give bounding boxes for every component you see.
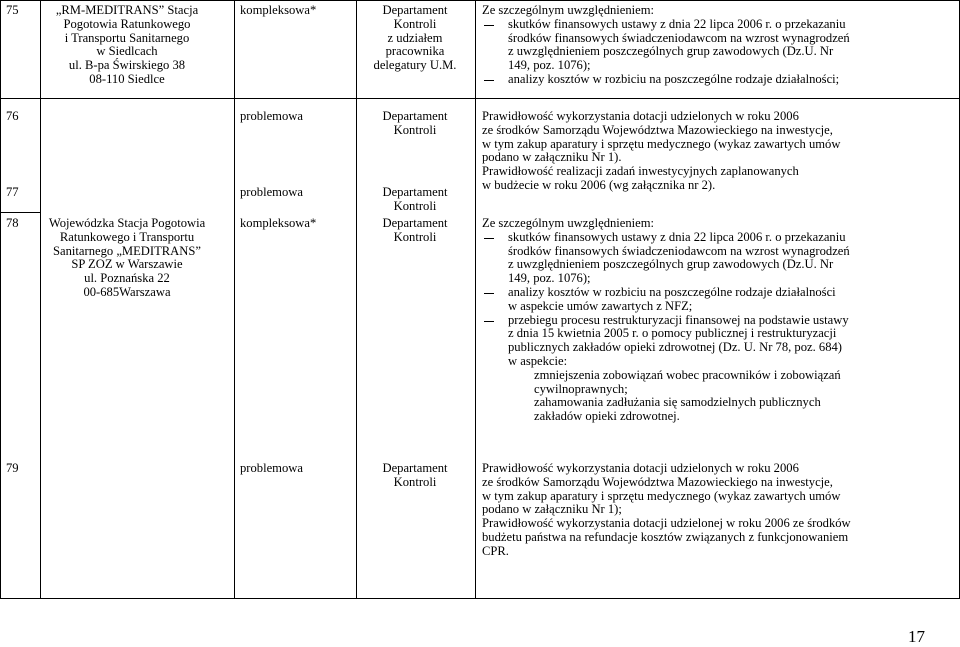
row-number: 76 [6, 109, 19, 123]
control-scope: Prawidłowość wykorzystania dotacji udzielonych w roku 2006 ze środków Samorządu Województwa Mazowieckiego na inwestycje, w tym zakup aparatury i sprzętu medycznego (wykaz zawartych umów podano w załączniku Nr 1); Prawidłowość wykorzystania dotacji udzielonej w roku 2006 ze środków budżetu państwa na refundacje kosztów związanych z funkcjonowaniem CPR. [482, 461, 851, 558]
row-divider [0, 212, 40, 213]
table-border-top [0, 0, 960, 1]
department: Departament Kontroli [382, 216, 448, 244]
control-type: kompleksowa* [240, 216, 317, 230]
row-number: 75 [6, 3, 19, 17]
control-scope: Prawidłowość wykorzystania dotacji udzielonych w roku 2006 ze środków Samorządu Województwa Mazowieckiego na inwestycje, w tym zakup aparatury i sprzętu medycznego (wykaz zawartych umów podano w załączniku Nr 1). Prawidłowość realizacji zadań inwestycyjnych zaplanowanych w budżecie w roku 2006 (wg załącznika nr 2). [482, 109, 841, 192]
control-type: problemowa [240, 185, 303, 199]
row-number: 78 [6, 216, 19, 230]
control-type: kompleksowa* [240, 3, 317, 17]
page-number: 17 [908, 627, 925, 646]
scope-item: analizy kosztów w rozbiciu na poszczególne rodzaje działalności; [482, 73, 872, 87]
control-type: problemowa [240, 461, 303, 475]
row-number: 79 [6, 461, 19, 475]
column-divider [475, 0, 476, 599]
unit-name: Wojewódzka Stacja Pogotowia Ratunkowego i Transportu Sanitarnego „MEDITRANS” SP ZOZ w Warszawie ul. Poznańska 22 00-685Warszawa [48, 216, 206, 299]
department: Departament Kontroli [382, 109, 448, 137]
scope-item: przebiegu procesu restrukturyzacji finansowej na podstawie ustawy z dnia 15 kwietnia 2005 r. o pomocy publicznej i restrukturyzacji publicznych zakładów opieki zdrowotnej (Dz. U. Nr 78, poz. 684) w aspekcie: [482, 314, 872, 369]
scope-subitem: zmniejszenia zobowiązań wobec pracowników i zobowiązań cywilnoprawnych; zahamowania zadłużania się samodzielnych publicznych zakładów opieki zdrowotnej. [534, 367, 841, 424]
control-scope: Ze szczególnym uwzględnieniem: skutków finansowych ustawy z dnia 22 lipca 2006 r. o przekazaniu środków finansowych świadczeniodawcom na wzrost wynagrodzeń z uwzględnieniem poszczególnych grup zawodowych (Dz.U. Nr 149, poz. 1076); analizy kosztów w rozbiciu na poszczególne rodzaje działalności w aspekcie umów zawartych z NFZ; przebiegu procesu restrukturyzacji finansowej na podstawie ustawy z dnia 15 kwietnia 2005 r. o pomocy publicznej i restrukturyzacji publicznych zakładów opieki zdrowotnej (Dz. U. Nr 78, poz. 684) w aspekcie: zmniejszenia zobowiązań wobec pracowników i zobowiązań cywilnoprawnych; zahamowania zadłużania się samodzielnych publicznych zakładów opieki zdrowotnej. [482, 217, 872, 424]
control-type: problemowa [240, 109, 303, 123]
column-divider [0, 0, 1, 599]
department: Departament Kontroli [382, 461, 448, 489]
scope-item: skutków finansowych ustawy z dnia 22 lipca 2006 r. o przekazaniu środków finansowych świadczeniodawcom na wzrost wynagrodzeń z uwzględnieniem poszczególnych grup zawodowych (Dz.U. Nr 149, poz. 1076); [482, 18, 872, 73]
control-scope: Ze szczególnym uwzględnieniem: skutków finansowych ustawy z dnia 22 lipca 2006 r. o przekazaniu środków finansowych świadczeniodawcom na wzrost wynagrodzeń z uwzględnieniem poszczególnych grup zawodowych (Dz.U. Nr 149, poz. 1076); analizy kosztów w rozbiciu na poszczególne rodzaje działalności; [482, 4, 872, 87]
column-divider [234, 0, 235, 599]
unit-name: „RM-MEDITRANS” Stacja Pogotowia Ratunkowego i Transportu Sanitarnego w Siedlcach ul. B-pa Świrskiego 38 08-110 Siedlce [55, 3, 199, 86]
department: Departament Kontroli [382, 185, 448, 213]
row-divider [0, 98, 960, 99]
column-divider [40, 0, 41, 599]
row-number: 77 [6, 185, 19, 199]
scope-item: analizy kosztów w rozbiciu na poszczególne rodzaje działalności w aspekcie umów zawartych z NFZ; [482, 286, 872, 314]
scope-item: skutków finansowych ustawy z dnia 22 lipca 2006 r. o przekazaniu środków finansowych świadczeniodawcom na wzrost wynagrodzeń z uwzględnieniem poszczególnych grup zawodowych (Dz.U. Nr 149, poz. 1076); [482, 231, 872, 286]
row-spacer [0, 452, 475, 453]
table-border-bottom [0, 598, 960, 599]
column-divider [356, 0, 357, 599]
department: Departament Kontroli z udziałem pracownika delegatury U.M. [373, 3, 457, 73]
